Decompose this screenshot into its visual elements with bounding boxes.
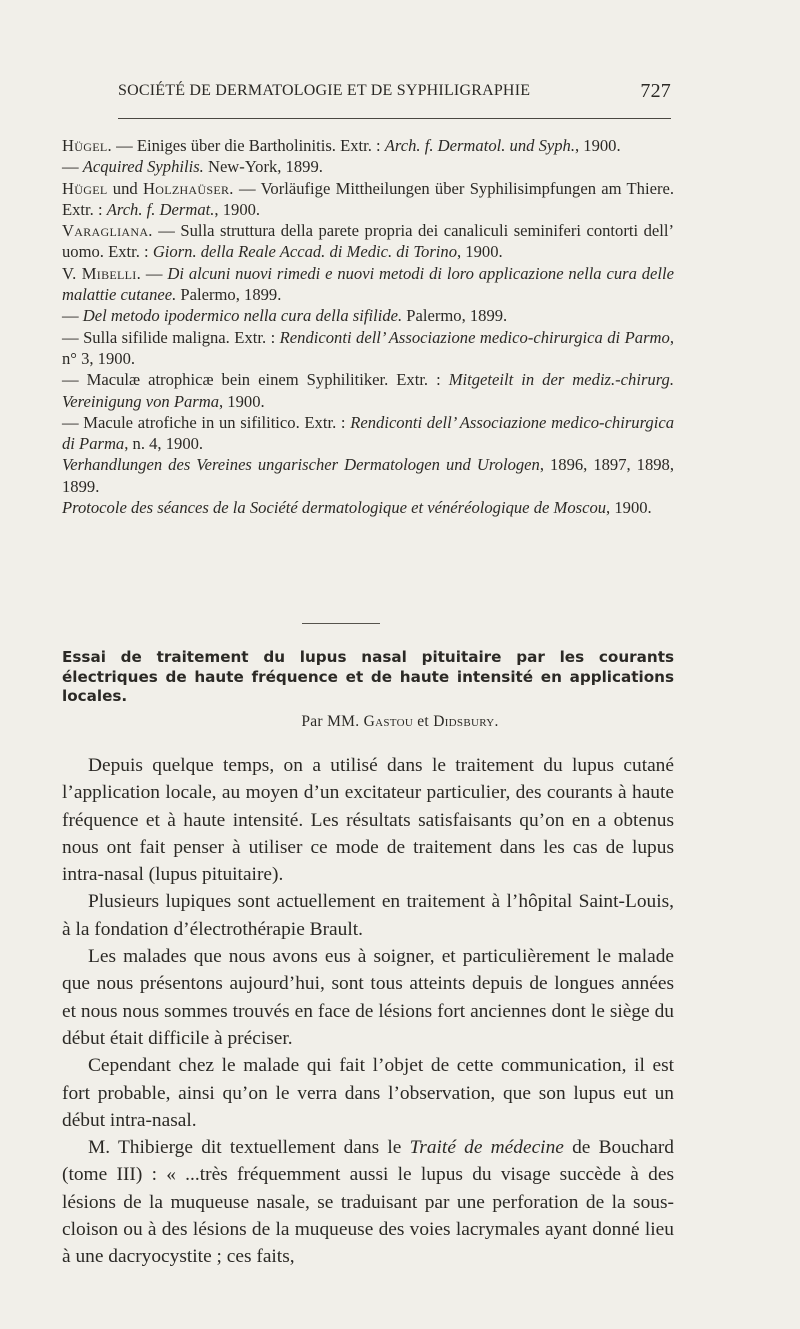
entry-text: — Macule atrofiche in un sifilitico. Extr. :: [62, 412, 351, 432]
bibliography-entry: [62, 412, 674, 455]
entry-text: —: [62, 306, 83, 326]
entry-tail: , 1900.: [574, 136, 621, 155]
bibliography-entry: [62, 497, 674, 518]
entry-author: Holzhaüser.: [142, 178, 234, 198]
article-body: [62, 752, 674, 1271]
running-title: SOCIÉTÉ DE DERMATOLOGIE ET DE SYPHILIGRAPHIE: [118, 82, 531, 99]
body-paragraph: Cependant chez le malade qui fait l’objet de cette communication, il est fort probable, ainsi qu’on le verra dans l’observation, que son lupus eut un début intra-nasal.: [62, 1055, 674, 1131]
entry-text: und: [107, 178, 143, 198]
byline: [0, 713, 800, 731]
page-number: 727: [640, 80, 671, 102]
bibliography-entry: [62, 263, 674, 306]
entry-text: —: [62, 157, 83, 177]
bibliography-entry: [62, 305, 674, 326]
entry-source: Mitgeteilt in der mediz.-chirurg. Vereinigung von Parma: [62, 370, 674, 411]
bibliography-entry: [62, 327, 674, 370]
entry-tail: , n. 4, 1900.: [124, 434, 204, 454]
entry-author: Hügel: [62, 178, 108, 198]
bibliography-entry: [62, 369, 674, 412]
entry-source: Giorn. della Reale Accad. di Medic. di Torino: [152, 242, 457, 262]
entry-source: Di alcuni nuovi rimedi e nuovi metodi di loro applicazione nella cura delle malattie cutanee.: [62, 263, 674, 305]
body-paragraph: [62, 1134, 674, 1270]
body-paragraph: Depuis quelque temps, on a utilisé dans le traitement du lupus cutané l’application locale, au moyen d’un excitateur particulier, des courants à haute fréquence et à haute intensité. Les résultats satisfaisants qu’on en a obtenus nous ont fait penser à utiliser ce mode de traitement dans les cas de lupus intra-nasal (lupus pituitaire).: [62, 755, 674, 886]
entry-tail: Palermo, 1899.: [402, 306, 508, 326]
byline-prefix: Par MM.: [301, 713, 364, 730]
entry-source: Arch. f. Dermat.: [106, 199, 215, 219]
section-divider: [302, 623, 380, 624]
article-title: Essai de traitement du lupus nasal pituitaire par les courants électriques de haute fréquence et de haute intensité en applications locales.: [62, 648, 674, 705]
entry-tail: , 1900.: [606, 498, 652, 518]
byline-suffix: .: [494, 713, 499, 730]
bibliography-entry: [62, 220, 674, 263]
entry-tail: , 1900.: [457, 242, 503, 262]
bibliography-entry: [62, 454, 674, 497]
entry-source: Verhandlungen des Vereines ungarischer Dermatologen und Urologen: [62, 455, 540, 475]
entry-source: Del metodo ipodermico nella cura della sifilide.: [82, 306, 403, 326]
author-name: Didsbury: [433, 713, 495, 730]
bibliography-entry: [62, 178, 674, 221]
entry-tail: , 1900.: [219, 391, 265, 411]
entry-author: Varagliana.: [62, 221, 153, 241]
entry-text: — Sulla struttura della parete propria dei canaliculi seminiferi contorti dell’ uomo. Extr. :: [62, 221, 674, 262]
entry-author: Hügel.: [62, 136, 112, 155]
entry-tail: , 1900.: [214, 199, 261, 219]
entry-source: Rendiconti dell’ Associazione medico-chirurgica di Parma: [62, 412, 674, 454]
entry-source: Arch. f. Dermatol. und Syph.: [384, 136, 575, 155]
byline-conjunction: et: [413, 713, 434, 730]
book-title: Traité de médecine: [409, 1137, 564, 1159]
bibliography-entry: [62, 156, 674, 177]
entry-tail: , 1896, 1897, 1898, 1899.: [62, 455, 674, 496]
entry-source: Protocole des séances de la Société dermatologique et vénéréologique de Moscou: [62, 498, 607, 518]
entry-tail: , n° 3, 1900.: [62, 327, 674, 368]
body-paragraph: Les malades que nous avons eus à soigner, et particulièrement le malade que nous présentons aujourd’hui, sont tous atteints depuis de longues années et nous nous sommes trouvés en face de lésions fort anciennes dont le siège du début était difficile à préciser.: [62, 946, 674, 1049]
entry-tail: New-York, 1899.: [203, 157, 323, 177]
bibliography-list: [62, 135, 674, 518]
author-name: Gastou: [363, 713, 414, 730]
header-rule: [118, 118, 671, 119]
entry-text: —: [141, 263, 168, 283]
entry-text: — Einiges über die Bartholinitis. Extr. :: [111, 136, 385, 155]
entry-source: Acquired Syphilis.: [82, 157, 204, 177]
bibliography-entry: [62, 135, 674, 156]
body-paragraph: Plusieurs lupiques sont actuellement en traitement à l’hôpital Saint-Louis, à la fondation d’électrothérapie Brault.: [62, 891, 674, 940]
entry-author: V. Mibelli.: [62, 263, 142, 283]
entry-source: Rendiconti dell’ Associazione medico-chirurgica di Parmo: [279, 327, 670, 347]
entry-tail: Palermo, 1899.: [176, 285, 282, 305]
entry-text: — Sulla sifilide maligna. Extr. :: [62, 327, 280, 347]
entry-text: — Vorläufige Mittheilungen über Syphilisimpfungen am Thiere. Extr. :: [62, 178, 674, 219]
paragraph-text: M. Thibierge dit textuellement dans le: [88, 1137, 410, 1159]
entry-text: — Maculæ atrophicæ bein einem Syphilitiker. Extr. :: [62, 370, 449, 390]
paragraph-text: de Bouchard (tome III) : « ...très fréquemment aussi le lupus du visage succède à des lésions de la muqueuse nasale, se traduisant par une perforation de la sous-cloison ou à des lésions de la muqueuse des voies lacrymales ayant donné lieu à une dacryocystite ; ces faits,: [62, 1137, 674, 1268]
